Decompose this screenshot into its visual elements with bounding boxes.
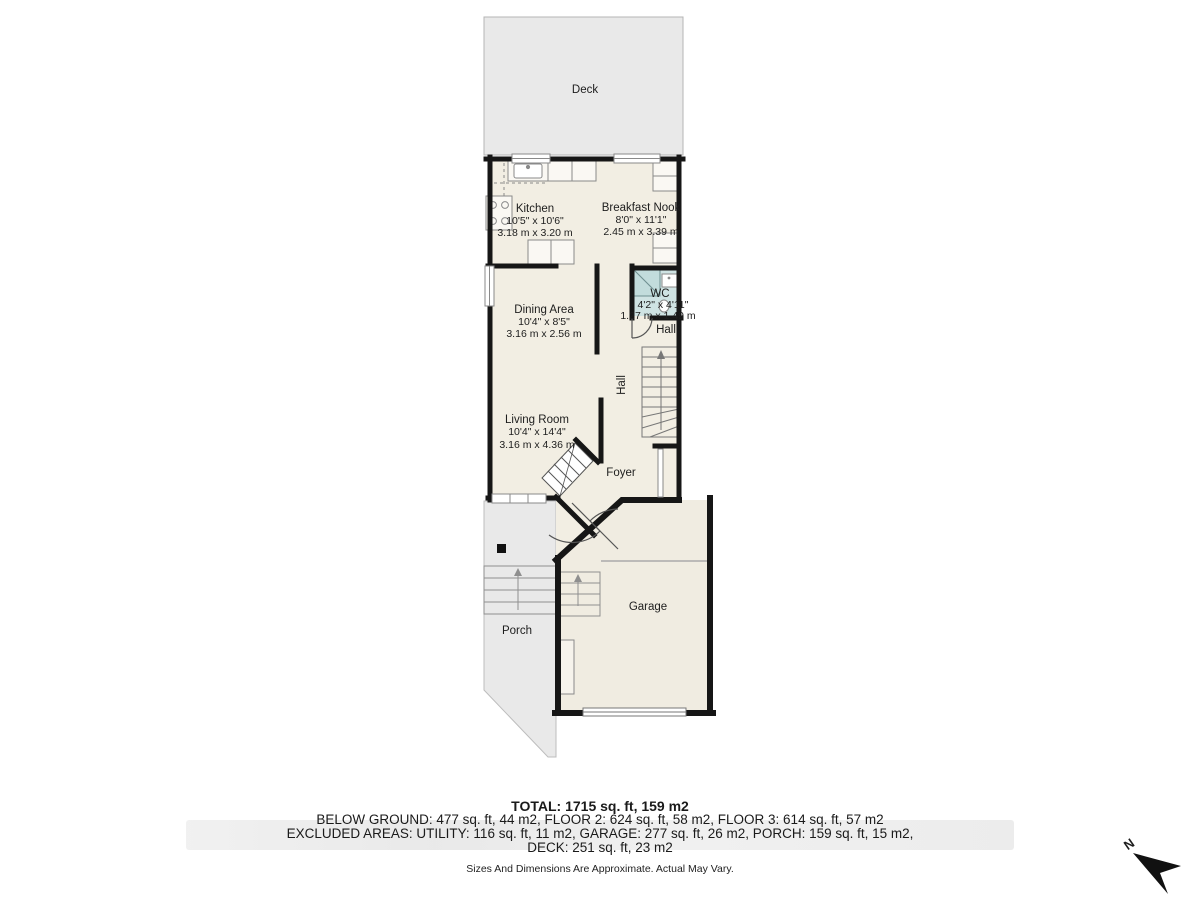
living-dim-metric: 3.16 m x 4.36 m: [499, 439, 575, 451]
garage-shelf: [560, 640, 574, 694]
wc-label: WC: [650, 288, 670, 300]
breakfast-nook-dim-imperial: 8'0" x 11'1": [615, 214, 667, 226]
kitchen-dim-metric: 3.18 m x 3.20 m: [497, 227, 573, 239]
dining-dim-metric: 3.16 m x 2.56 m: [506, 328, 582, 340]
living-label: Living Room: [505, 414, 569, 426]
garage-label: Garage: [628, 601, 668, 613]
summary-total: TOTAL: 1715 sq. ft, 159 m2: [511, 798, 689, 814]
living-window: [492, 494, 546, 503]
wc-dim-imperial: 4'2" x 4'11": [637, 299, 689, 311]
summary-line-floors: BELOW GROUND: 477 sq. ft, 44 m2, FLOOR 2: 624 sq. ft, 58 m2, FLOOR 3: 614 sq. ft, 57 m2: [316, 812, 884, 827]
summary-line-deck: DECK: 251 sq. ft, 23 m2: [527, 840, 673, 855]
dining-label: Dining Area: [514, 304, 574, 316]
wc-faucet-icon: [668, 277, 671, 280]
hall-main-label: Hall: [616, 375, 628, 395]
summary-line-excluded: EXCLUDED AREAS: UTILITY: 116 sq. ft, 11 m2, GARAGE: 277 sq. ft, 26 m2, PORCH: 159 sq. ft, 15 m2,: [286, 826, 914, 841]
wc-dim-metric: 1.27 m x 1.49 m: [620, 310, 696, 322]
disclaimer-text: Sizes And Dimensions Are Approximate. Actual May Vary.: [466, 863, 734, 875]
hall-upper-label: Hall: [656, 324, 676, 336]
foyer-label: Foyer: [606, 467, 636, 479]
kitchen-dim-imperial: 10'5" x 10'6": [506, 215, 564, 227]
living-dim-imperial: 10'4" x 14'4": [508, 426, 566, 438]
breakfast-nook-dim-metric: 2.45 m x 3.39 m: [603, 226, 679, 238]
area-summary: [0, 799, 1200, 876]
foyer-closet-door: [658, 449, 663, 497]
wc-sink: [662, 274, 677, 287]
porch-label: Porch: [501, 625, 533, 637]
breakfast-nook-label: Breakfast Nook: [601, 202, 681, 214]
porch-post: [497, 544, 506, 553]
kitchen-label: Kitchen: [515, 203, 555, 215]
faucet-icon: [526, 165, 529, 168]
dining-dim-imperial: 10'4" x 8'5": [518, 316, 570, 328]
deck-label: Deck: [571, 84, 599, 96]
north-label: N: [1120, 835, 1138, 853]
